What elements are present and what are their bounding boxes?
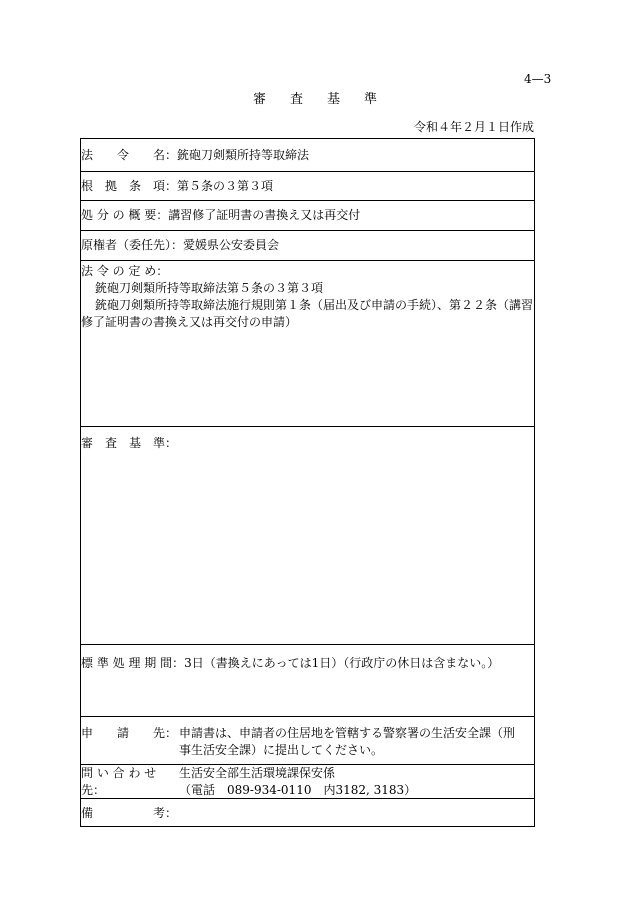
application-destination-label: 申 請 先： bbox=[81, 726, 178, 740]
inquiry-line2: （電話 089-934-0110 内3182, 3183） bbox=[179, 783, 417, 797]
document-number: 4—3 bbox=[524, 72, 552, 86]
row-law-name bbox=[81, 139, 534, 172]
disposition-summary-label: 処 分 の 概 要： bbox=[81, 208, 169, 222]
review-criteria-label: 審 査 基 準： bbox=[81, 436, 178, 450]
original-authority-value: 愛媛県公安委員会 bbox=[183, 238, 280, 252]
law-provisions-label: 法 令 の 定 め： bbox=[81, 264, 169, 278]
basis-clause-label: 根 拠 条 項： bbox=[81, 179, 178, 193]
row-disposition-summary bbox=[81, 201, 534, 231]
remarks-label: 備 考： bbox=[81, 806, 178, 820]
application-destination-value: 申請書は、申請者の住居地を管轄する警察署の生活安全課（刑事生活安全課）に提出してください。 bbox=[179, 726, 516, 757]
standard-processing-time-label: 標 準 処 理 期 間： bbox=[81, 656, 185, 670]
row-law-provisions bbox=[81, 261, 534, 427]
law-provisions-line2-text: 銃砲刀剣類所持等取締法施行規則第１条（届出及び申請の手続）、第２２条（講習修了証明書の書換え又は再交付の申請） bbox=[81, 298, 534, 329]
standard-processing-time-value: 3日（書換えにあっては1日）（行政庁の休日は含まない。） bbox=[184, 656, 500, 670]
row-remarks bbox=[81, 799, 534, 828]
page-title: 審査基準 bbox=[252, 92, 401, 107]
row-basis-clause bbox=[81, 172, 534, 201]
created-date: 令和４年２月１日作成 bbox=[413, 120, 534, 134]
inquiry-line1: 生活安全部生活環境課保安係 bbox=[179, 766, 336, 780]
disposition-summary-value: 講習修了証明書の書換え又は再交付 bbox=[168, 208, 361, 222]
law-name-label: 法 令 名： bbox=[81, 148, 178, 162]
row-original-authority bbox=[81, 231, 534, 261]
basis-clause-value: 第５条の３第３項 bbox=[177, 179, 274, 193]
original-authority-label: 原権者（委任先）： bbox=[81, 238, 184, 252]
inquiry-label: 問 い 合 わ せ 先： bbox=[81, 766, 157, 797]
law-name-value: 銃砲刀剣類所持等取締法 bbox=[177, 148, 310, 162]
criteria-form bbox=[80, 138, 535, 827]
row-application-destination bbox=[81, 717, 534, 765]
law-provisions-line2 bbox=[81, 297, 534, 331]
row-review-criteria bbox=[81, 427, 534, 645]
row-standard-processing-time bbox=[81, 645, 534, 717]
row-inquiry bbox=[81, 765, 534, 799]
law-provisions-line1: 銃砲刀剣類所持等取締法第５条の３第３項 bbox=[95, 281, 324, 295]
